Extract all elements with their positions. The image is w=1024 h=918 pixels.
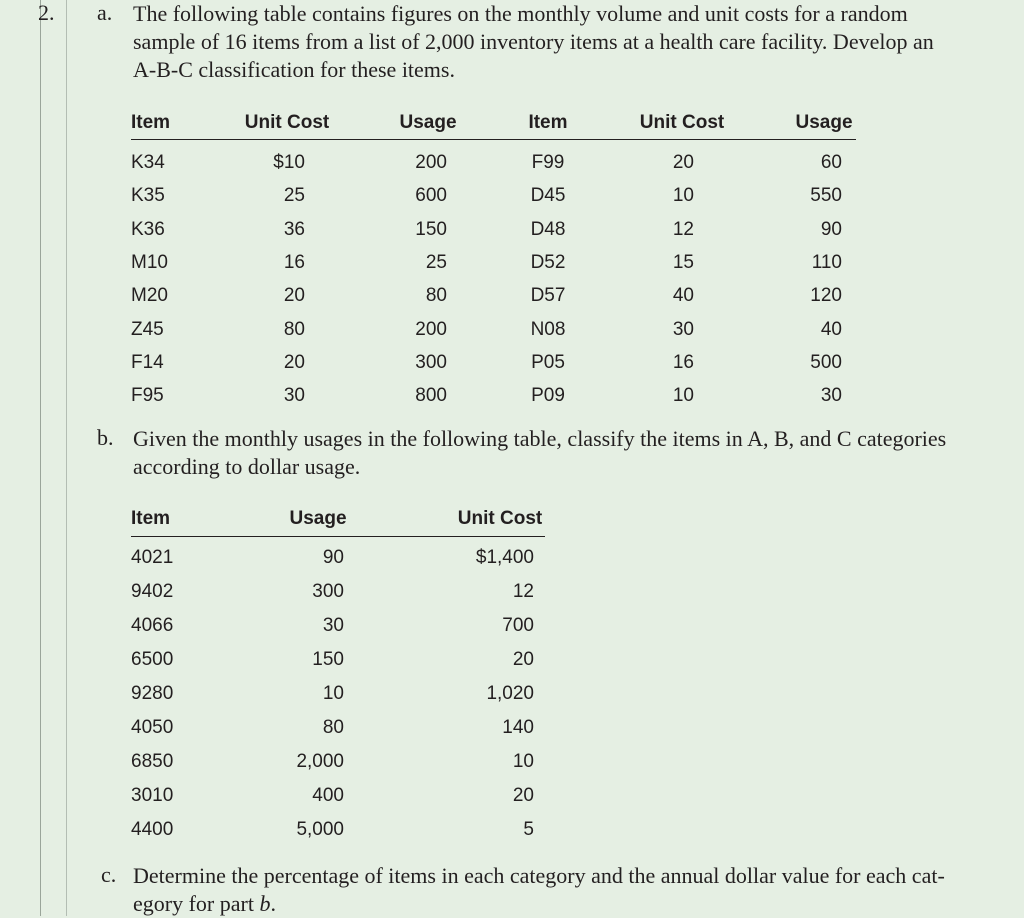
table-a-cell: 10 [672,185,694,207]
table-a-cell: D57 [530,285,566,307]
table-a-cell: 60 [820,152,842,173]
table-a-cell: 30 [283,385,305,407]
part-a-line: The following table contains figures on the monthly volume and unit costs for a random [133,1,908,26]
table-b-header: Unit Cost [457,508,543,529]
table-a-cell: 20 [283,351,305,373]
table-a-header: Usage [399,112,457,133]
table-a-cell: 25 [425,251,447,273]
table-a-cell: 10 [672,385,694,407]
table-a-cell: 40 [820,318,842,340]
table-b-cell: 400 [312,785,344,806]
table-a-cell: 110 [811,251,842,273]
table-b-cell: 3010 [131,785,174,806]
table-b-cell: 9280 [131,683,174,704]
question-number: 2. [38,0,55,25]
table-b-cell: 5,000 [296,819,344,840]
table-a-cell: 200 [415,318,447,340]
table-a-cell: 16 [672,351,694,373]
table-a-cell: F95 [131,385,164,407]
table-a-cell: P09 [531,385,565,407]
table-b-cell: 2,000 [296,751,344,772]
part-c-line2-suffix: . [270,891,276,916]
table-b-cell: 90 [322,547,344,568]
table-a-cell: 800 [415,385,447,407]
table-b-header: Usage [289,508,347,529]
table-a-cell: 16 [283,251,305,273]
table-a-cell: D45 [530,185,566,207]
table-a-cell: 150 [415,218,447,240]
table-b-cell: 6500 [131,649,174,670]
table-b-cell: 80 [322,717,344,738]
table-b-cell: 10 [512,751,534,772]
table-a-cell: N08 [530,318,566,340]
table-b-cell: 20 [512,785,534,806]
table-a-cell: 550 [810,185,842,207]
part-c-line [133,890,945,918]
table-b-cell: 20 [512,649,534,670]
table-b-cell: 10 [322,683,344,704]
table-b-header-rule [131,536,545,537]
table-b-cell: 150 [312,649,344,670]
table-b-cell: $1,400 [475,547,534,568]
table-a-cell: Z45 [131,318,164,340]
table-a-cell: 80 [425,285,447,307]
table-b-header: Item [131,508,171,529]
table-a-cell: 90 [820,218,842,240]
table-b-cell: 4400 [131,819,174,840]
part-c-line2-prefix: egory for part [133,891,260,916]
table-a-cell: 40 [672,285,694,307]
table-b-cell: 700 [502,615,534,636]
table-a-cell: D48 [530,218,566,240]
table-b-cell: 300 [312,581,344,602]
table-a-cell: 200 [415,152,447,173]
table-a-cell: M10 [131,251,168,273]
table-a-cell: M20 [131,285,168,307]
table-a-cell: K35 [131,185,165,207]
table-a-cell: 36 [283,218,305,240]
part-b-line: Given the monthly usages in the following table, classify the items in A, B, and C categories [133,426,947,451]
table-b-cell: 4050 [131,717,174,738]
table-a-header: Item [131,112,171,133]
table-a-cell: 20 [672,152,694,173]
part-a-letter: a. [97,0,113,25]
table-a-cell: F14 [131,351,164,373]
part-b-line: according to dollar usage. [133,454,361,479]
table-a-cell: 600 [415,185,447,207]
table-a-header: Item [528,112,568,133]
table-b-cell: 9402 [131,581,174,602]
table-a-cell: 12 [672,218,694,240]
table-a-cell: 15 [672,251,694,273]
part-a-line: sample of 16 items from a list of 2,000 inventory items at a health care facility. Develop an [133,29,934,54]
table-a-header: Usage [795,112,853,133]
table-b-cell: 5 [523,819,534,840]
table-a-cell: $10 [273,152,305,173]
table-b-cell: 6850 [131,751,174,772]
part-c-letter: c. [101,862,117,887]
table-b-cell: 12 [512,581,534,602]
part-b-letter: b. [97,425,114,450]
table-a-cell: K34 [131,152,165,173]
part-a-line: A-B-C classification for these items. [133,57,455,82]
table-a-cell: 30 [820,385,842,407]
table-a-cell: 500 [810,351,842,373]
table-a-header: Unit Cost [244,112,330,133]
table-a-header: Unit Cost [639,112,725,133]
table-a-cell: 120 [810,285,842,307]
table-b-cell: 4066 [131,615,174,636]
part-c-text [133,862,945,918]
table-a-cell: 20 [283,285,305,307]
table-b-cell: 4021 [131,547,174,568]
table-a-cell: 300 [415,351,447,373]
table-b-cell: 30 [322,615,344,636]
table-a-cell: D52 [530,251,566,273]
table-b-cell: 1,020 [486,683,534,704]
table-a-cell: P05 [531,351,565,373]
table-a-cell: K36 [131,218,165,240]
table-a-cell: 25 [283,185,305,207]
table-a-cell: 30 [672,318,694,340]
table-a-cell: 80 [283,318,305,340]
table-a-cell: F99 [531,152,565,173]
table-b-cell: 140 [502,717,534,738]
part-c-line2-italic: b [259,891,271,916]
part-c-line: Determine the percentage of items in each category and the annual dollar value for each cat- [133,863,945,888]
